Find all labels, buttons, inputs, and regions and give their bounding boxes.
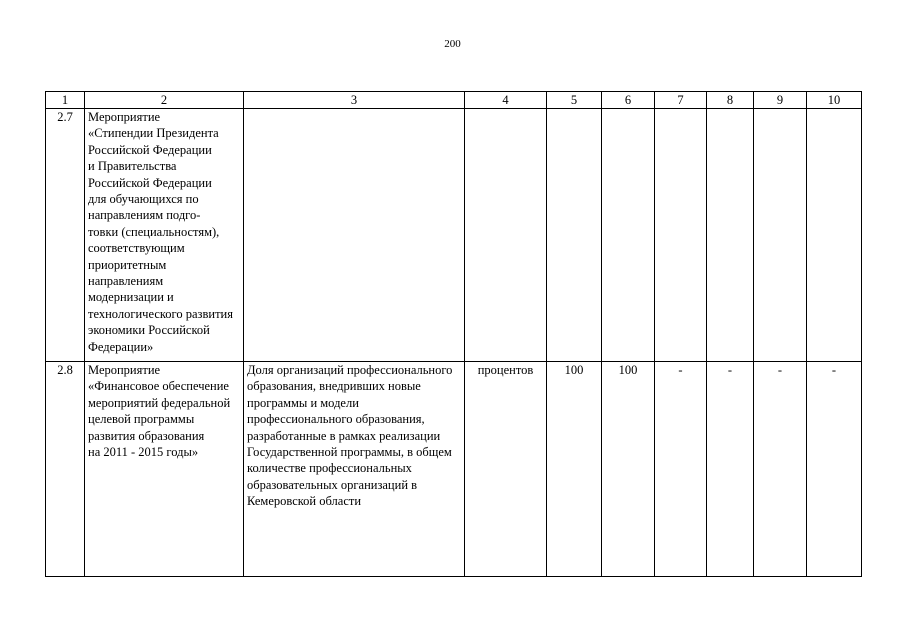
unit-cell <box>465 109 547 362</box>
indicator-cell: Доля организаций профессионального образования, внедривших новые программы и модели профессионального образования, разработанные в рамках реализации Государственной программы, в общем количестве профессиональных образовательных организаций в Кемеровской области <box>244 362 465 577</box>
indicator-cell <box>244 109 465 362</box>
value-cell <box>754 109 807 362</box>
table-header-row <box>46 92 862 109</box>
row-number-cell: 2.7 <box>46 109 85 362</box>
value-cell: - <box>754 362 807 577</box>
value-cell <box>807 109 862 362</box>
event-name-cell: Мероприятие «Стипендии Президента Российской Федерации и Правительства Российской Федерации для обучающихся по направлениям подго- товки (специальностям), соответствующим приоритетным направлениям модернизации и технологического развития экономики Российской Федерации» <box>85 109 244 362</box>
table-row <box>46 362 862 577</box>
column-number-header: 9 <box>754 92 807 109</box>
column-number-header: 8 <box>707 92 754 109</box>
table-row <box>46 109 862 362</box>
column-number-header: 6 <box>602 92 655 109</box>
value-cell <box>547 109 602 362</box>
row-number-cell: 2.8 <box>46 362 85 577</box>
column-number-header: 4 <box>465 92 547 109</box>
column-number-header: 3 <box>244 92 465 109</box>
column-number-header: 5 <box>547 92 602 109</box>
value-cell <box>655 109 707 362</box>
value-cell: 100 <box>547 362 602 577</box>
column-number-header: 10 <box>807 92 862 109</box>
value-cell: - <box>655 362 707 577</box>
value-cell <box>707 109 754 362</box>
column-number-header: 7 <box>655 92 707 109</box>
column-number-header: 1 <box>46 92 85 109</box>
value-cell: - <box>807 362 862 577</box>
column-number-header: 2 <box>85 92 244 109</box>
value-cell <box>602 109 655 362</box>
value-cell: - <box>707 362 754 577</box>
unit-cell: процентов <box>465 362 547 577</box>
program-table <box>45 91 862 577</box>
value-cell: 100 <box>602 362 655 577</box>
event-name-cell: Мероприятие «Финансовое обеспечение мероприятий федеральной целевой программы развития образования на 2011 - 2015 годы» <box>85 362 244 577</box>
page-number: 200 <box>444 38 461 50</box>
